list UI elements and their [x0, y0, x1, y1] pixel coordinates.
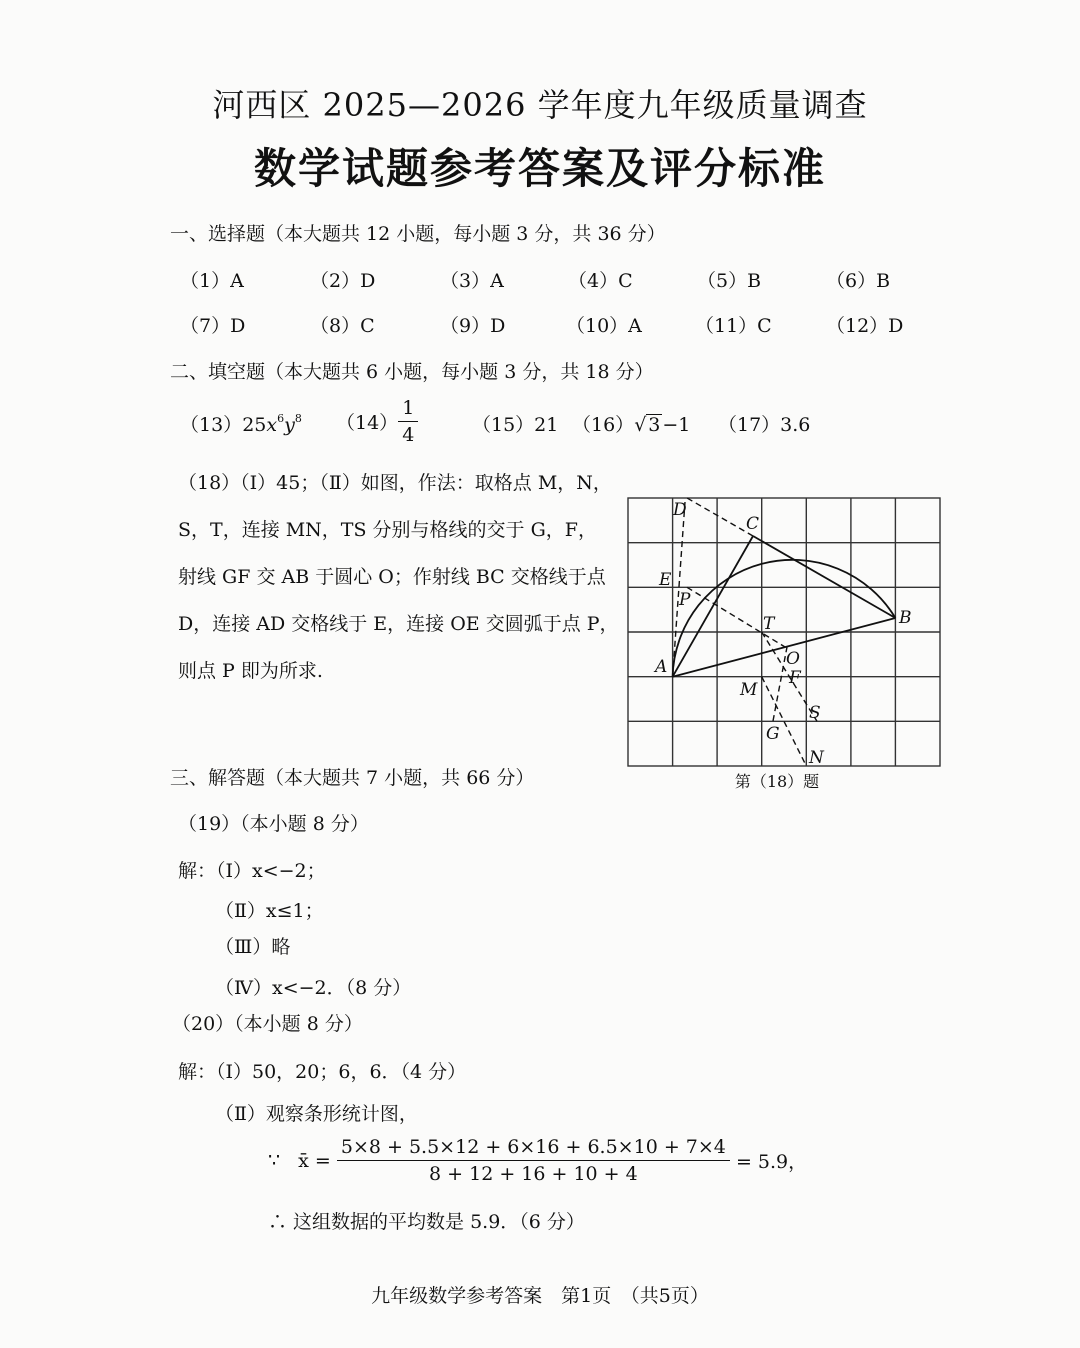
- part2-heading: 二、填空题（本大题共 6 小题，每小题 3 分，共 18 分）: [170, 361, 654, 383]
- label-B: B: [899, 608, 912, 628]
- answer-13-coef: 25: [242, 414, 267, 436]
- header-line2: 数学试题参考答案及评分标准: [253, 144, 826, 193]
- answer-18-line-3: 射线 GF 交 AB 于圆心 O；作射线 BC 交格线于点: [178, 566, 606, 588]
- q19-title: （19）（本小题 8 分）: [178, 813, 369, 835]
- answer-8: （8）C: [310, 315, 375, 337]
- answer-3: （3）A: [440, 270, 504, 292]
- answer-2: （2）D: [310, 270, 376, 292]
- label-G: G: [766, 724, 780, 744]
- label-C: C: [746, 514, 760, 534]
- grid: [628, 498, 940, 766]
- answer-7: （7）D: [180, 315, 246, 337]
- answer-15: （15）21: [472, 414, 559, 436]
- answer-18-line-4: D，连接 AD 交格线于 E，连接 OE 交圆弧于点 P，: [178, 613, 619, 635]
- answer-6: （6）B: [826, 270, 891, 292]
- label-N: N: [809, 748, 824, 768]
- label-D: D: [673, 500, 687, 520]
- segment-BC: [753, 536, 895, 618]
- q19-line-3: （Ⅲ）略: [215, 936, 291, 958]
- label-S: S: [809, 703, 821, 723]
- part1-heading: 一、选择题（本大题共 12 小题，每小题 3 分，共 36 分）: [170, 223, 666, 245]
- answer-14-fraction: [398, 395, 418, 448]
- answer-14-denominator: 4: [402, 424, 415, 446]
- answer-14-numerator: 1: [398, 395, 418, 422]
- answer-13-label: （13）: [180, 414, 243, 436]
- because-symbol: ∵: [268, 1149, 281, 1172]
- sqrt-symbol: √: [634, 414, 647, 436]
- label-M: M: [740, 680, 758, 700]
- header-line1: 河西区 2025—2026 学年度九年级质量调查: [212, 86, 868, 124]
- ray-BC-extension: [687, 498, 753, 536]
- label-E: E: [659, 570, 672, 590]
- ray-GF: [773, 647, 787, 721]
- label-O: O: [786, 649, 800, 669]
- part3-heading: 三、解答题（本大题共 7 小题，共 66 分）: [170, 767, 535, 789]
- label-F: F: [789, 668, 801, 688]
- q19-line-1: 解：（Ⅰ）x<−2；: [178, 860, 326, 882]
- answer-14: [336, 395, 418, 448]
- answer-17: （17）3.6: [718, 414, 811, 436]
- mean-denominator: 8 + 12 + 16 + 10 + 4: [429, 1163, 638, 1185]
- answer-13-yexp: 8: [294, 412, 302, 425]
- xbar-label: x̄ =: [298, 1149, 331, 1172]
- answer-18-line-2: S，T，连接 MN，TS 分别与格线的交于 G，F，: [178, 519, 597, 541]
- answer-18-line-1: （18）（Ⅰ）45；（Ⅱ）如图，作法：取格点 M，N，: [178, 472, 612, 494]
- answer-13-xexp: 6: [277, 412, 285, 425]
- figure-caption: 第（18）题: [734, 772, 820, 791]
- q20-conclusion: ∴ 这组数据的平均数是 5.9．（6 分）: [268, 1211, 585, 1233]
- answer-13-y: y: [284, 414, 295, 436]
- answer-11: （11）C: [695, 315, 772, 337]
- mean-fraction: [337, 1134, 730, 1187]
- answer-16-label: （16）: [572, 414, 635, 436]
- q20-title: （20）（本小题 8 分）: [172, 1013, 363, 1035]
- answer-13: [180, 410, 302, 437]
- answer-13-x: x: [266, 414, 278, 436]
- answer-9: （9）D: [440, 315, 506, 337]
- answer-10: （10）A: [566, 315, 642, 337]
- mean-numerator: 5×8 + 5.5×12 + 6×16 + 6.5×10 + 7×4: [337, 1134, 730, 1161]
- answer-16: [572, 410, 690, 437]
- answer-16-tail: −1: [662, 414, 691, 436]
- q19-line-4: （Ⅳ）x<−2．（8 分）: [215, 977, 412, 999]
- answer-16-radicand: 3: [648, 414, 661, 436]
- geometry-figure: [627, 497, 943, 795]
- q20-mean-formula: [268, 1134, 807, 1187]
- answer-5: （5）B: [697, 270, 762, 292]
- label-T: T: [763, 614, 775, 634]
- answer-18-line-5: 则点 P 即为所求.: [178, 660, 323, 682]
- figure-18: [627, 497, 943, 799]
- answer-1: （1）A: [180, 270, 244, 292]
- q20-line-1: 解：（Ⅰ）50，20；6，6．（4 分）: [178, 1061, 467, 1083]
- mean-result: = 5.9，: [735, 1151, 808, 1173]
- page-footer: 九年级数学参考答案 第1页 （共5页）: [371, 1285, 709, 1307]
- answer-18-text: [178, 460, 619, 695]
- answer-14-label: （14）: [336, 412, 399, 434]
- answer-12: （12）D: [826, 315, 904, 337]
- label-P: P: [679, 590, 691, 610]
- label-A: A: [655, 657, 668, 677]
- answer-4: （4）C: [568, 270, 633, 292]
- q20-line-2: （Ⅱ）观察条形统计图，: [215, 1103, 418, 1125]
- q19-line-2: （Ⅱ）x≤1；: [215, 900, 324, 922]
